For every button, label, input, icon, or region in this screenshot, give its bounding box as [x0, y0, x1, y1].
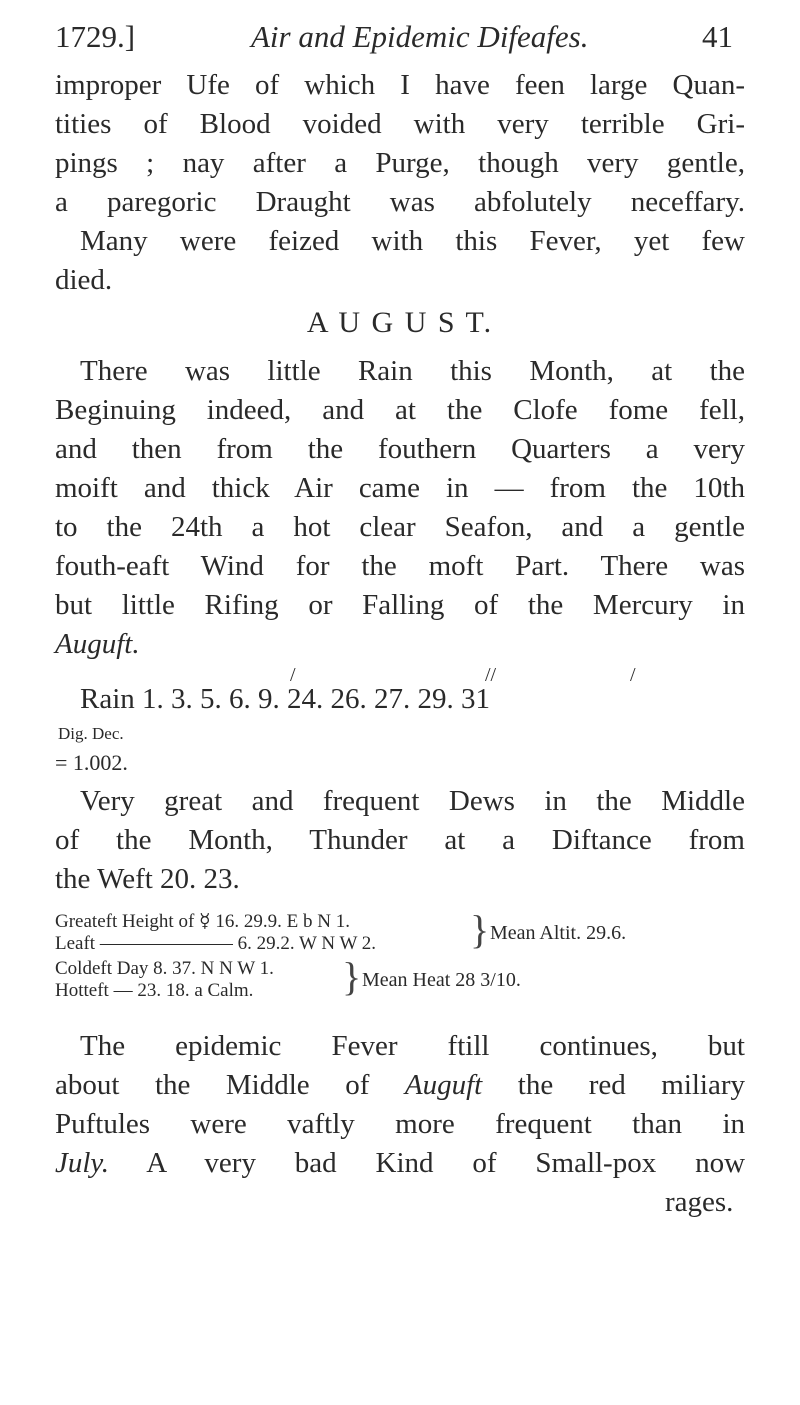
text-fragment: the red miliary [517, 1069, 746, 1101]
text-line: Many were feized with this Fever, yet few [80, 225, 745, 257]
text-line: improper Ufe of which I have feen large Quan- [55, 69, 745, 101]
text-fragment: A very bad Kind of Small-pox now [146, 1147, 746, 1179]
text-line: The epidemic Fever ftill continues, but [80, 1030, 745, 1062]
text-line: to the 24th a hot clear Seafon, and a gentle [55, 511, 745, 543]
text-line: Very great and frequent Dews in the Middle [80, 785, 745, 817]
brace-icon: } [342, 954, 362, 999]
text-fragment-italic: July. [55, 1147, 109, 1179]
text-fragment-italic: Auguft [404, 1069, 483, 1101]
text-line: moift and thick Air came in — from the 10th [55, 472, 745, 504]
text-line: tities of Blood voided with very terrible Gri- [55, 108, 745, 140]
rain-day-list: 1. 3. 5. 6. 9. 24. 26. 27. 29. 31 [142, 683, 491, 715]
text-line: died. [55, 264, 113, 296]
text-line: There was little Rain this Month, at the [80, 355, 745, 387]
stat-least-height: Leaft ——————— 6. 29.2. W N W 2. [55, 933, 377, 954]
text-line: the Weft 20. 23. [55, 863, 240, 895]
rain-dig-label: Dig. Dec. [58, 724, 124, 743]
stat-mean-heat: Mean Heat 28 3/10. [362, 969, 521, 991]
header-year: 1729.] [55, 19, 136, 54]
page-number: 41 [702, 19, 733, 54]
rain-days [80, 682, 745, 716]
text-line: pings ; nay after a Purge, though very gentle, [55, 147, 745, 179]
text-line [55, 1068, 745, 1102]
text-fragment: about the Middle of [55, 1069, 370, 1101]
text-line: Auguft. [55, 628, 140, 660]
stat-mean-altitude: Mean Altit. 29.6. [490, 922, 627, 944]
text-line: a paregoric Draught was abfolutely neceffary. [55, 186, 745, 218]
stat-greatest-height: Greateft Height of ☿ 16. 29.9. E b N 1. [55, 911, 351, 932]
text-line: Beginuing indeed, and at the Clofe fome fell, [55, 394, 745, 426]
stat-hottest-day: Hotteft — 23. 18. a Calm. [55, 980, 254, 1001]
text-line: fouth-eaft Wind for the moft Part. There was [55, 550, 745, 582]
text-line: Puftules were vaftly more frequent than in [55, 1108, 745, 1140]
catchword: rages. [665, 1186, 734, 1218]
section-title: A U G U S T. [306, 306, 494, 339]
rain-mark: / [290, 664, 296, 686]
brace-icon: } [470, 907, 490, 952]
header-title: Air and Epidemic Difeafes. [251, 19, 589, 54]
rain-mark: / [630, 664, 636, 686]
rain-label: Rain [80, 683, 135, 715]
rain-mark: // [485, 664, 497, 686]
text-line: of the Month, Thunder at a Diftance from [55, 824, 745, 856]
text-line [55, 1146, 745, 1180]
rain-total: = 1.002. [55, 750, 128, 775]
text-line: but little Rifing or Falling of the Mercury in [55, 589, 745, 621]
stat-coldest-day: Coldeft Day 8. 37. N N W 1. [55, 958, 274, 979]
text-line: and then from the fouthern Quarters a very [55, 433, 745, 465]
